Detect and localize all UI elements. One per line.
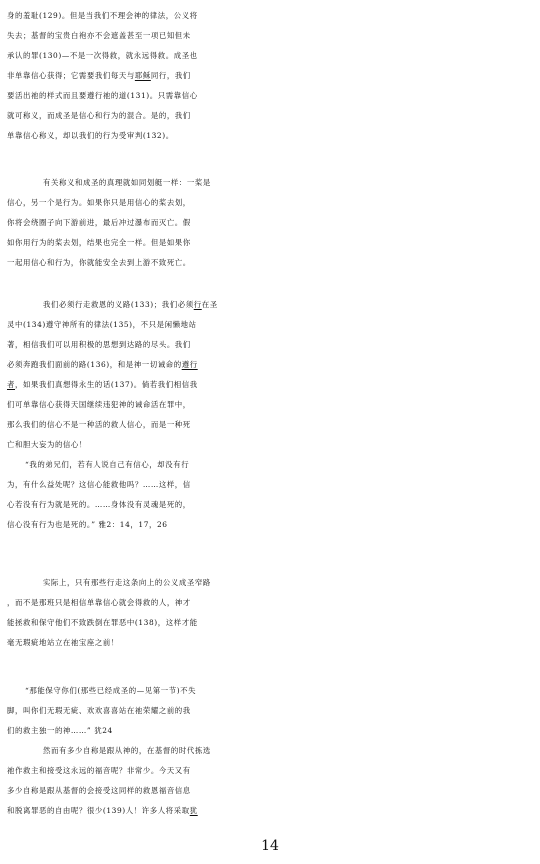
paragraph-5 bbox=[7, 681, 533, 821]
text-line: 和脱离罪恶的自由呢？很少(139)人！许多人将采取犹 bbox=[7, 806, 198, 815]
text-line: 祂作救主和接受这永远的福音呢？非常少。今天又有 bbox=[7, 766, 191, 775]
text-line: 要活出祂的样式而且要遵行祂的道(131)。只需靠信心 bbox=[7, 91, 198, 100]
text-line: 一起用信心和行为，你就能安全去到上游不致死亡。 bbox=[7, 258, 191, 267]
quote-line: 为，有什么益处呢？这信心能救他吗？……这样，信 bbox=[7, 480, 191, 489]
page-number: 14 bbox=[261, 838, 279, 854]
quote-line: 们的救主独一的神……” 犹24 bbox=[7, 726, 113, 735]
text-line: 那么我们的信心不是一种活的救人信心，而是一种死 bbox=[7, 420, 191, 429]
text-line: 多少自称是跟从基督的会接受这同样的救恩福音信息 bbox=[7, 786, 191, 795]
paragraph-1 bbox=[7, 6, 533, 146]
text-line: 亡和胆大妄为的信心！ bbox=[7, 440, 87, 449]
quote-line: 信心没有行为也是死的。” 雅2：14，17，26 bbox=[7, 520, 168, 529]
text-line: 我们必须行走救恩的义路(133)；我们必须行在圣 bbox=[43, 300, 218, 309]
quote-line: 脚，叫你们无瑕无疵、欢欢喜喜站在祂荣耀之前的我 bbox=[7, 706, 191, 715]
text-line: 非单靠信心获得；它需要我们每天与耶稣同行，我们 bbox=[7, 71, 191, 80]
text-line: 承认的罪(130)—不是一次得救，就永远得救。成圣也 bbox=[7, 51, 198, 60]
quote-line: “那能保守你们(那些已经成圣的—见第一节)不失 bbox=[25, 686, 197, 695]
text-line: 如你用行为的桨去划，结果也完全一样。但是如果你 bbox=[7, 238, 191, 247]
text-line: 然而有多少自称是跟从神的，在基督的时代拣选 bbox=[43, 746, 211, 755]
paragraph-3 bbox=[7, 295, 533, 535]
text-line: 实际上，只有那些行走这条向上的公义成圣窄路 bbox=[43, 578, 211, 587]
text-line: 有关称义和成圣的真理就如同划艇一样：一桨是 bbox=[43, 178, 211, 187]
quote-line: “我的弟兄们，若有人说自己有信心，却没有行 bbox=[25, 460, 190, 469]
text-line: ，而不是那班只是相信单靠信心就会得救的人，神才 bbox=[7, 598, 191, 607]
text-line: 灵中(134)遵守神所有的律法(135)，不只是闲懒地站 bbox=[7, 320, 197, 329]
text-line: 们可单靠信心获得天国继续违犯神的诫命活在罪中， bbox=[7, 400, 191, 409]
text-line: 单靠信心称义，却以我们的行为受审判(132)。 bbox=[7, 131, 174, 140]
text-line: 毫无瑕疵地站立在祂宝座之前！ bbox=[7, 638, 119, 647]
text-line: 就可称义，而成圣是信心和行为的混合。是的，我们 bbox=[7, 111, 191, 120]
text-line: 能拯救和保守他们不致跌倒在罪恶中(138)，这样才能 bbox=[7, 618, 198, 627]
text-line: 信心，另一个是行为。如果你只是用信心的桨去划， bbox=[7, 198, 191, 207]
text-line: 者，如果我们真想得永生的话(137)。倘若我们相信我 bbox=[7, 380, 198, 389]
text-line: 身的羞耻(129)。但是当我们不理会神的律法，公义将 bbox=[7, 11, 198, 20]
text-line: 著，相信我们可以用积极的思想到达路的尽头。我们 bbox=[7, 340, 191, 349]
paragraph-4 bbox=[7, 573, 533, 653]
text-line: 必须奔跑我们面前的路(136)，和是神一切诫命的遵行 bbox=[7, 360, 198, 369]
text-line: 失去；基督的宝贵白袍亦不会遮盖甚至一项已知但未 bbox=[7, 31, 191, 40]
quote-line: 心若没有行为就是死的。……身体没有灵魂是死的， bbox=[7, 500, 191, 509]
text-line: 你将会绕圈子向下游前进，最后冲过瀑布而灭亡。假 bbox=[7, 218, 191, 227]
paragraph-2 bbox=[7, 173, 533, 273]
